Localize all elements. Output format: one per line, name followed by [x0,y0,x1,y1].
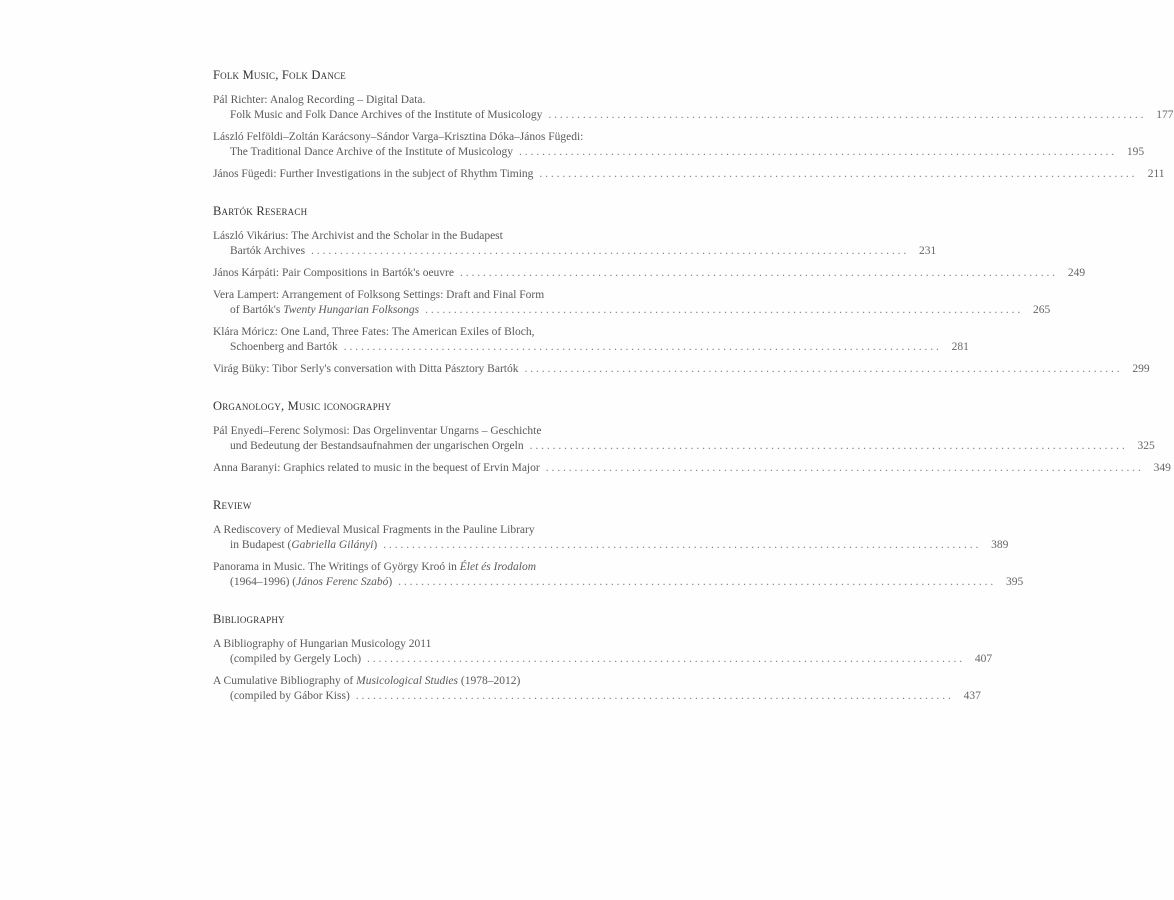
entry-text: Pál Enyedi–Ferenc Solymosi: Das Orgelinventar Ungarns – Geschichte [213,425,542,437]
toc-entry[interactable] [213,523,1009,553]
page-number: 249 [1067,267,1086,279]
entry-text: Schoenberg and Bartók [230,341,338,353]
entry-line [213,325,710,340]
entry-text [230,538,377,553]
page-number: 407 [974,653,993,665]
toc-section [213,399,1171,476]
entry-text-part: ) [373,539,378,551]
dot-leader [367,652,962,667]
dot-leader [425,303,1020,318]
toc-entry[interactable] [213,325,969,355]
entry-text [230,575,392,590]
entry-line [213,340,969,355]
entry-line [213,288,710,303]
entry-text: Pál Richter: Analog Recording – Digital Data. [213,94,426,106]
toc-entry[interactable] [213,130,1145,160]
entry-text: A Rediscovery of Medieval Musical Fragments in the Pauline Library [213,524,535,536]
entry-line [213,689,981,704]
entry-text: László Vikárius: The Archivist and the Scholar in the Budapest [213,230,503,242]
entry-line [213,130,710,145]
entry-line [213,303,1051,318]
toc-entry[interactable] [213,637,993,667]
entry-text: Anna Baranyi: Graphics related to music in the bequest of Ervin Major [213,462,540,474]
toc-entry[interactable] [213,93,1174,123]
section-title: Bibliography [213,612,285,626]
dot-leader [548,108,1143,123]
toc-section [213,68,1174,182]
page-number: 231 [918,245,937,257]
dot-leader [356,689,951,704]
dot-leader [546,461,1141,476]
page-number: 395 [1006,576,1024,588]
entry-text: Virág Büky: Tibor Serly's conversation with Ditta Pásztory Bartók [213,363,519,375]
toc-entry[interactable] [213,167,1165,182]
dot-leader [524,362,1119,377]
entry-line [213,575,1024,590]
toc-entry[interactable] [213,674,981,704]
entry-line [213,167,1165,182]
dot-leader [530,439,1125,454]
dot-leader [398,575,993,590]
toc-entry[interactable] [213,266,1086,281]
entry-text-part: A Cumulative Bibliography of [213,675,357,687]
toc-entry[interactable] [213,362,1150,377]
entry-text-part: in Budapest ( [230,539,292,551]
entry-text: János Kárpáti: Pair Compositions in Bartók's oeuvre [213,267,454,279]
entry-text: Vera Lampert: Arrangement of Folksong Settings: Draft and Final Form [213,289,545,301]
entry-text-part: (1978–2012) [458,675,521,687]
entry-text: und Bedeutung der Bestandsaufnahmen der ungarischen Orgeln [230,440,524,452]
entry-text: The Traditional Dance Archive of the Institute of Musicology [230,146,513,158]
entry-text-part: (1964–1996) ( [230,576,297,588]
page-number: 437 [963,690,981,702]
entry-line [213,93,710,108]
italic-title: Gabriella Gilányi [291,539,374,551]
entry-text: (compiled by Gábor Kiss) [230,690,350,702]
entry-text: A Bibliography of Hungarian Musicology 2011 [213,638,432,650]
entry-text [230,303,419,318]
dot-leader [519,145,1114,160]
entry-line [213,439,1155,454]
entry-line [213,229,710,244]
entry-text-part: Panorama in Music. The Writings of György Kroó in [213,561,460,573]
toc-section [213,204,1150,377]
entry-line [213,424,710,439]
entry-line [213,538,1009,553]
page-number: 349 [1153,462,1171,474]
entry-line [213,637,710,652]
entry-line [213,108,1174,123]
dot-leader [460,266,1055,281]
page-number: 281 [951,341,969,353]
page-number: 325 [1137,440,1155,452]
section-title: Organology, Music iconography [213,399,392,413]
dot-leader [539,167,1134,182]
toc-entry[interactable] [213,229,937,259]
italic-title: Twenty Hungarian Folksongs [283,304,420,316]
dot-leader [344,340,939,355]
toc-entry[interactable] [213,424,1155,454]
section-title: Review [213,498,252,512]
toc-section [213,612,993,704]
entry-text-part: of Bartók's [230,304,284,316]
table-of-contents [213,68,1174,726]
entry-text [213,674,520,689]
entry-text: Klára Móricz: One Land, Three Fates: The American Exiles of Bloch, [213,326,535,338]
page-number: 299 [1132,363,1150,375]
italic-title: Musicological Studies [356,675,458,687]
page-number: 265 [1032,304,1051,316]
entry-line [213,523,710,538]
toc-entry[interactable] [213,560,1024,590]
dot-leader [311,244,906,259]
entry-line [213,560,710,575]
entry-text: Bartók Archives [230,245,306,257]
entry-line [213,674,710,689]
entry-text-part: ) [388,576,393,588]
entry-line [213,244,937,259]
entry-line [213,266,1086,281]
entry-text: János Fügedi: Further Investigations in the subject of Rhythm Timing [213,168,534,180]
toc-entry[interactable] [213,461,1171,476]
section-title: Folk Music, Folk Dance [213,68,346,82]
entry-text: (compiled by Gergely Loch) [230,653,362,665]
entry-line [213,461,1171,476]
entry-text: Folk Music and Folk Dance Archives of the Institute of Musicology [230,109,543,121]
dot-leader [383,538,978,553]
entry-line [213,362,1150,377]
entry-line [213,145,1145,160]
toc-entry[interactable] [213,288,1051,318]
page-number: 389 [991,539,1009,551]
entry-text [213,560,536,575]
entry-line [213,652,993,667]
italic-title: Élet és Irodalom [459,561,536,573]
page-number: 177 [1156,109,1174,121]
italic-title: János Ferenc Szabó [296,576,389,588]
page-number: 211 [1147,168,1165,180]
section-title: Bartók Reserach [213,204,308,218]
toc-section [213,498,1024,590]
entry-text: László Felföldi–Zoltán Karácsony–Sándor Varga–Krisztina Dóka–János Fügedi: [213,131,584,143]
page-number: 195 [1126,146,1145,158]
